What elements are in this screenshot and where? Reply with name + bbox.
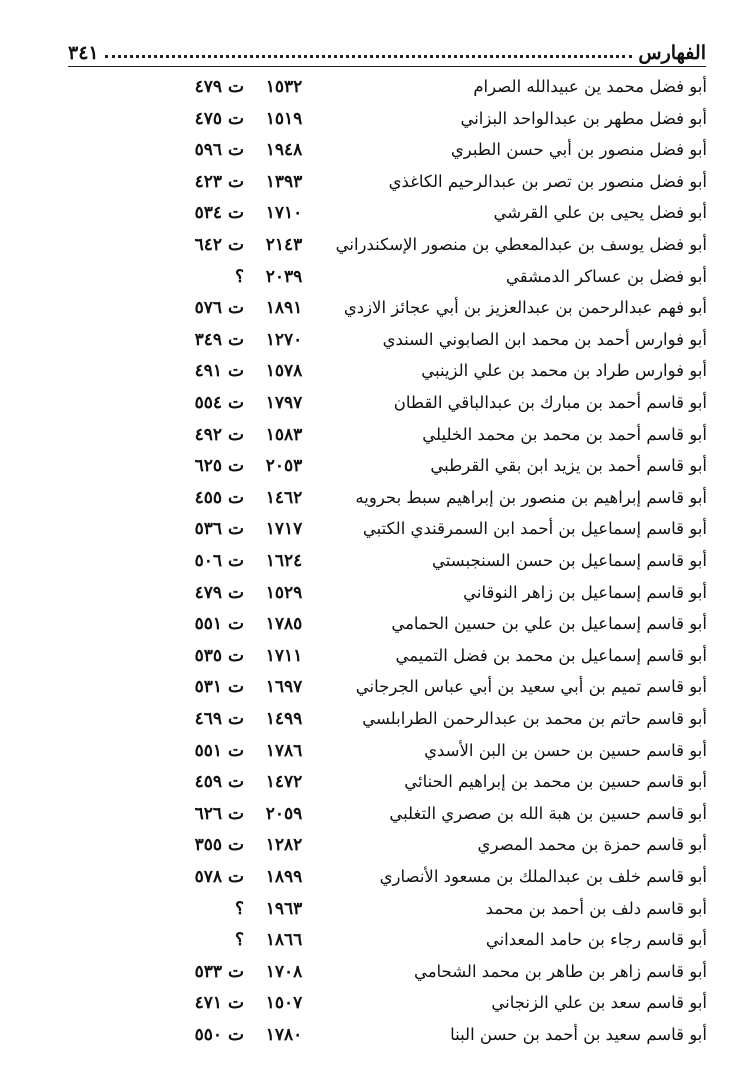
entry-number: ٢١٤٣ (265, 235, 303, 255)
index-entry (0, 135, 743, 167)
index-entry (0, 356, 743, 388)
index-entry (0, 451, 743, 483)
entry-name: أبو قاسم إسماعيل بن أحمد ابن السمرقندي الكتبي (362, 519, 707, 539)
index-entry (0, 514, 743, 546)
entry-name: أبو قاسم إسماعيل بن محمد بن فضل التميمي (395, 645, 707, 665)
entry-death-year: ت ٥٧٦ (194, 298, 244, 319)
page-number: ٣٤١ (68, 42, 99, 64)
index-entry (0, 1020, 743, 1052)
entry-number: ٢٠٣٩ (265, 266, 303, 287)
entry-death-year: ت ٣٤٩ (194, 329, 244, 350)
index-entry (0, 988, 743, 1020)
entry-death-year: ؟ (234, 898, 244, 919)
index-entry (0, 925, 743, 957)
entry-number: ١٧٨٥ (265, 614, 303, 635)
entry-name: أبو قاسم تميم بن أبي سعيد بن أبي عباس الجرجاني (355, 677, 707, 697)
entry-number: ١٩٦٣ (265, 898, 303, 919)
index-entry (0, 546, 743, 578)
entry-name: أبو قاسم حاتم بن محمد بن عبدالرحمن الطرابلسي (362, 709, 707, 728)
index-entry (0, 641, 743, 673)
entry-name: أبو فهم عبدالرحمن بن عبدالعزيز بن أبي عجائز الازدي (343, 298, 707, 318)
entry-name: أبو فضل بن عساكر الدمشقي (505, 266, 707, 286)
entry-death-year: ت ٤٧١ (194, 993, 244, 1014)
index-entry (0, 894, 743, 926)
entry-name: أبو قاسم أحمد بن يزيد ابن بقي القرطبي (430, 456, 707, 476)
index-entry (0, 862, 743, 894)
entry-death-year: ؟ (234, 266, 244, 287)
entry-death-year: ت ٦٢٦ (194, 803, 244, 824)
index-entry (0, 578, 743, 610)
index-entry (0, 230, 743, 262)
index-entry (0, 72, 743, 104)
entry-number: ١٧٨٠ (265, 1025, 303, 1045)
entry-death-year: ت ٣٥٥ (194, 835, 244, 856)
entry-name: أبو فضل منصور بن تصر بن عبدالرحيم الكاغذي (388, 171, 707, 191)
entry-name: أبو قاسم حسين بن هبة الله بن صصري التغلبي (389, 803, 707, 823)
entry-number: ١٥١٩ (265, 108, 303, 129)
entry-name: أبو فضل منصور بن أبي حسن الطبري (450, 140, 707, 160)
entry-name: أبو قاسم زاهر بن طاهر بن محمد الشحامي (413, 961, 707, 981)
entry-name: أبو فضل يوسف بن عبدالمعطي بن منصور الإسكندراني (335, 235, 707, 254)
entry-death-year: ت ٤٢٣ (194, 171, 244, 192)
index-entry (0, 420, 743, 452)
index-entry (0, 736, 743, 768)
entry-name: أبو فضل يحيى بن علي القرشي (493, 203, 707, 223)
entry-death-year: ت ٥٣٣ (194, 961, 244, 982)
entry-number: ١٥٠٧ (265, 993, 303, 1014)
entry-death-year: ت ٥٥١ (194, 614, 244, 635)
entry-name: أبو قاسم خلف بن عبدالملك بن مسعود الأنصاري (379, 867, 707, 886)
header-rule (68, 66, 706, 67)
entry-number: ١٧١٧ (265, 519, 303, 540)
entry-name: أبو قاسم إبراهيم بن منصور بن إبراهيم سبط بحرويه (355, 487, 707, 507)
entry-death-year: ت ٥٣١ (194, 677, 244, 698)
index-entry (0, 830, 743, 862)
entry-death-year: ت ٥٩٦ (194, 140, 244, 161)
entry-name: أبو قاسم حسين بن حسن بن البن الأسدي (424, 740, 707, 760)
entry-name: أبو قاسم إسماعيل بن حسن السنجبستي (432, 551, 707, 570)
section-title: الفهارس (638, 42, 706, 64)
entry-death-year: ت ٤٦٩ (194, 709, 244, 729)
entry-name: أبو فوارس أحمد بن محمد ابن الصابوني السندي (382, 329, 707, 349)
index-entry (0, 672, 743, 704)
entry-number: ١٤٩٩ (265, 709, 303, 729)
entry-death-year: ت ٥٣٥ (194, 645, 244, 666)
entry-number: ٢٠٥٣ (265, 456, 303, 477)
entry-number: ٢٠٥٩ (265, 803, 303, 824)
entry-number: ١٤٧٢ (265, 772, 303, 793)
entry-number: ١٥٢٩ (265, 582, 303, 603)
entry-number: ١٨٩٩ (265, 867, 303, 887)
entry-name: أبو قاسم أحمد بن محمد بن محمد الخليلي (422, 424, 707, 444)
entry-number: ١٦٩٧ (265, 677, 303, 698)
entry-number: ١٧٩٧ (265, 393, 303, 413)
entry-name: أبو قاسم أحمد بن مبارك بن عبدالباقي القطان (393, 393, 707, 412)
index-entry (0, 483, 743, 515)
index-entry (0, 957, 743, 989)
entry-death-year: ت ٦٤٢ (194, 235, 244, 255)
entry-number: ١٤٦٢ (265, 487, 303, 508)
entry-number: ١٨٩١ (265, 298, 303, 319)
entry-name: أبو فضل مطهر بن عبدالواحد البزاني (460, 108, 707, 128)
entry-number: ١٢٧٠ (265, 329, 303, 350)
entry-name: أبو قاسم إسماعيل بن زاهر النوقاني (463, 582, 707, 602)
entry-number: ١٦٢٤ (265, 551, 303, 571)
entry-name: أبو قاسم إسماعيل بن علي بن حسين الحمامي (391, 614, 707, 634)
index-entry (0, 167, 743, 199)
entry-death-year: ت ٤٥٥ (194, 487, 244, 508)
entry-death-year: ت ٥٠٦ (194, 551, 244, 571)
entry-death-year: ت ٤٥٩ (194, 772, 244, 793)
entry-number: ١٧١١ (265, 645, 303, 666)
entry-name: أبو فوارس طراد بن محمد بن علي الزينبي (421, 361, 707, 381)
entry-number: ١٧٠٨ (265, 961, 303, 982)
entry-death-year: ت ٥٣٤ (194, 203, 244, 224)
entry-death-year: ت ٤٧٩ (194, 582, 244, 603)
entry-death-year: ت ٤٧٥ (194, 108, 244, 129)
entry-name: أبو قاسم حمزة بن محمد المصري (477, 835, 707, 855)
index-entry (0, 325, 743, 357)
entry-name: أبو قاسم رجاء بن حامد المعداني (485, 930, 707, 950)
index-entry (0, 198, 743, 230)
index-entry (0, 104, 743, 136)
entry-death-year: ت ٦٢٥ (194, 456, 244, 477)
entry-number: ١٧٨٦ (265, 740, 303, 761)
entry-name: أبو قاسم حسين بن محمد بن إبراهيم الحنائي (404, 772, 707, 792)
entry-number: ١٢٨٢ (265, 835, 303, 856)
index-entry (0, 767, 743, 799)
entry-number: ١٥٣٢ (265, 77, 303, 97)
index-entry (0, 609, 743, 641)
leader-dots (105, 51, 633, 58)
entry-death-year: ت ٤٩٢ (194, 424, 244, 445)
entry-number: ١٩٤٨ (265, 140, 303, 161)
entry-death-year: ت ٤٩١ (194, 361, 244, 382)
entry-name: أبو قاسم سعد بن علي الزنجاني (491, 993, 707, 1013)
entry-death-year: ت ٥٥١ (194, 740, 244, 761)
index-entry (0, 293, 743, 325)
entry-death-year: ت ٥٥٠ (194, 1025, 244, 1045)
index-entry (0, 799, 743, 831)
entry-number: ١٥٧٨ (265, 361, 303, 382)
index-entry (0, 262, 743, 294)
entry-death-year: ت ٤٧٩ (194, 77, 244, 97)
page-header (68, 34, 706, 64)
entry-name: أبو قاسم دلف بن أحمد بن محمد (485, 898, 707, 918)
entry-death-year: ت ٥٣٦ (194, 519, 244, 540)
entry-death-year: ؟ (234, 930, 244, 951)
entry-death-year: ت ٥٥٤ (194, 393, 244, 413)
entry-name: أبو قاسم سعيد بن أحمد بن حسن البنا (450, 1025, 707, 1044)
index-entry (0, 388, 743, 420)
entry-number: ١٨٦٦ (265, 930, 303, 951)
entry-number: ١٧١٠ (265, 203, 303, 224)
entry-death-year: ت ٥٧٨ (194, 867, 244, 887)
index-entry (0, 704, 743, 736)
entry-number: ١٣٩٣ (265, 171, 303, 192)
entry-name: أبو فضل محمد ين عبيدالله الصرام (473, 77, 707, 96)
entry-number: ١٥٨٣ (265, 424, 303, 445)
